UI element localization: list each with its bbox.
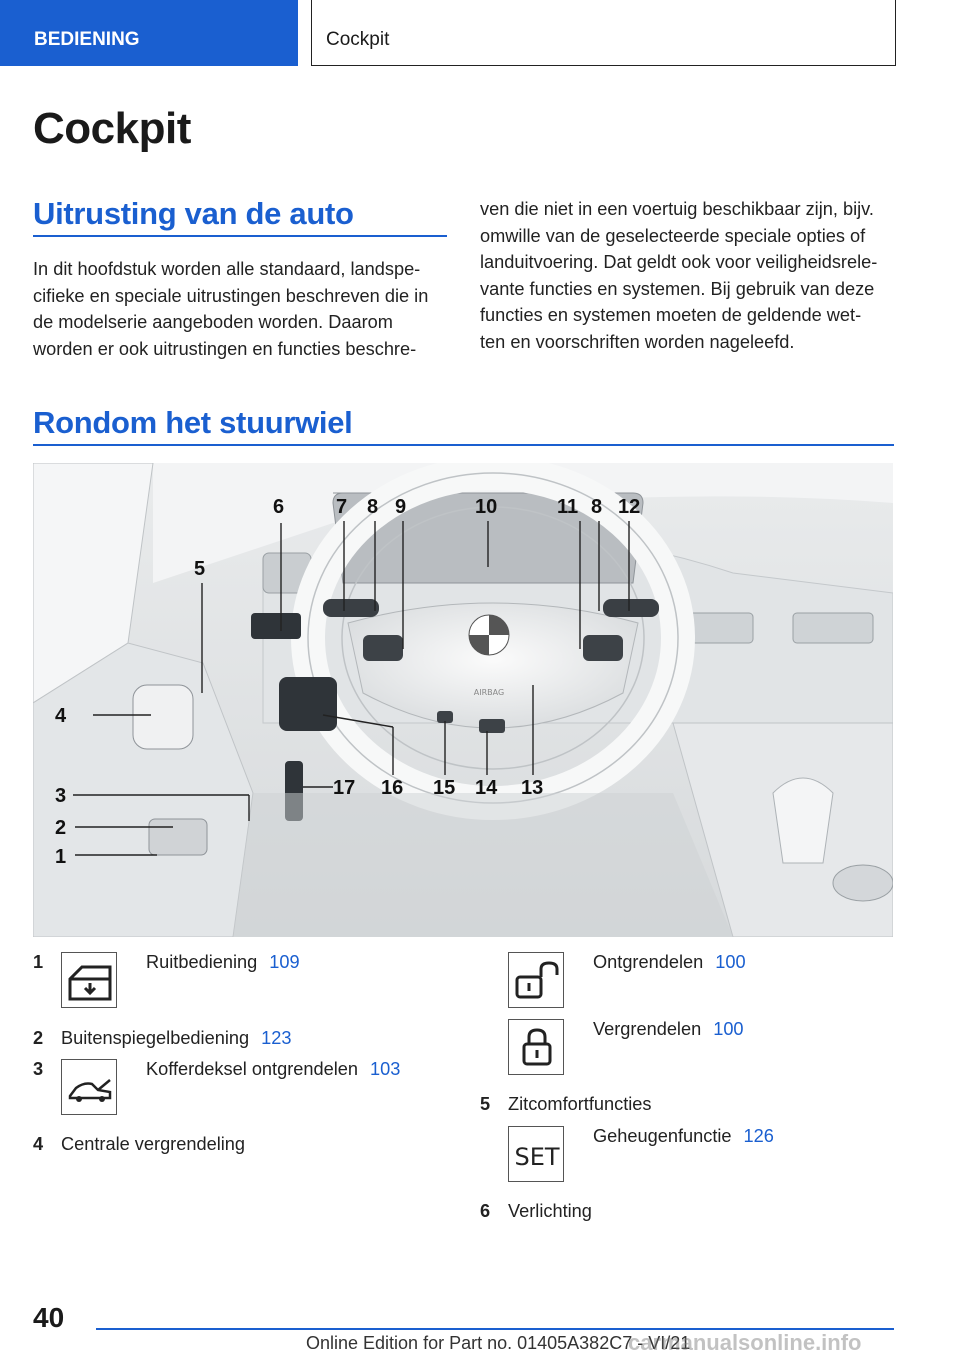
callout-2: 2 bbox=[55, 817, 67, 839]
window-control-icon bbox=[61, 952, 117, 1008]
callout-14: 14 bbox=[475, 777, 498, 799]
section-tab: BEDIENING bbox=[0, 0, 298, 66]
callout-8: 8 bbox=[367, 496, 379, 518]
text-line: de modelserie aangeboden worden. Daarom bbox=[33, 312, 393, 332]
callout-8b: 8 bbox=[591, 496, 603, 518]
legend-item-4-unlock bbox=[480, 952, 900, 1012]
lock-icon bbox=[508, 1019, 564, 1075]
callout-6: 6 bbox=[273, 496, 285, 518]
cockpit-illustration bbox=[33, 463, 893, 937]
intro-column-1 bbox=[33, 256, 453, 362]
callout-4: 4 bbox=[55, 705, 67, 727]
legend-item-5-memory bbox=[480, 1126, 900, 1186]
text-line: worden er ook uitrustingen en functies beschre- bbox=[33, 338, 417, 359]
legend-label: Buitenspiegelbediening bbox=[61, 1028, 250, 1048]
text-line: ven die niet in een voertuig beschikbaar zijn, bijv. bbox=[480, 199, 874, 219]
page-ref-link[interactable]: 123 bbox=[261, 1028, 292, 1048]
legend-label: Kofferdeksel ontgrendelen bbox=[146, 1059, 359, 1079]
legend-item-4 bbox=[33, 1134, 453, 1158]
callout-12: 12 bbox=[618, 496, 641, 518]
legend-label: Zitcomfortfuncties bbox=[508, 1094, 652, 1114]
page-ref-link[interactable]: 100 bbox=[713, 1019, 744, 1039]
trunk-open-icon bbox=[61, 1059, 117, 1115]
legend-number: 4 bbox=[33, 1134, 44, 1154]
page-ref-link[interactable]: 103 bbox=[370, 1059, 401, 1079]
legend-item-1 bbox=[33, 952, 453, 1012]
set-icon bbox=[508, 1126, 564, 1182]
text-line: In dit hoofdstuk worden alle standaard, landspe- bbox=[33, 259, 421, 279]
text-line: functies en systemen moeten de geldende wet- bbox=[480, 305, 862, 325]
callout-17: 17 bbox=[333, 777, 356, 799]
section-heading-equipment: Uitrusting van de auto bbox=[33, 196, 354, 231]
cockpit-drawing bbox=[33, 463, 893, 937]
chapter-tab: Cockpit bbox=[311, 0, 896, 66]
unlock-icon bbox=[508, 952, 564, 1008]
page-ref-link[interactable]: 126 bbox=[743, 1126, 774, 1146]
legend-number: 5 bbox=[480, 1094, 491, 1114]
legend-label: Vergrendelen bbox=[593, 1019, 702, 1039]
legend-item-2 bbox=[33, 1028, 453, 1052]
callout-9: 9 bbox=[395, 496, 407, 518]
legend-number: 3 bbox=[33, 1059, 44, 1079]
callout-11: 11 bbox=[557, 496, 579, 518]
section-rule bbox=[33, 444, 894, 446]
legend-item-3 bbox=[33, 1059, 453, 1119]
text-line: omwille van de geselecteerde speciale opties of bbox=[480, 225, 866, 246]
callout-16: 16 bbox=[381, 777, 404, 799]
text-line: landuitvoering. Dat geldt ook voor veiligheidsrele- bbox=[480, 252, 878, 272]
text-line: vante functies en systemen. Bij gebruik van deze bbox=[480, 278, 875, 299]
legend-label: Geheugenfunctie bbox=[593, 1126, 732, 1146]
legend-label: Centrale vergrendeling bbox=[61, 1134, 246, 1154]
callout-3: 3 bbox=[55, 785, 67, 807]
legend-number: 1 bbox=[33, 952, 44, 972]
callout-10: 10 bbox=[475, 496, 498, 518]
legend-item-6 bbox=[480, 1201, 900, 1225]
legend-label: Ontgrendelen bbox=[593, 952, 704, 972]
text-line: cifieke en speciale uitrustingen beschreven die in bbox=[33, 285, 429, 306]
legend-item-4-lock bbox=[480, 1019, 900, 1079]
edition-text: Online Edition for Part no. 01405A382C7 - VI/21 bbox=[306, 1333, 691, 1353]
set-icon-text: SET bbox=[514, 1143, 560, 1171]
page-title: Cockpit bbox=[33, 104, 191, 153]
callout-13: 13 bbox=[521, 777, 544, 799]
page-ref-link[interactable]: 109 bbox=[269, 952, 300, 972]
airbag-text: AIRBAG bbox=[473, 688, 505, 697]
page-number: 40 bbox=[33, 1302, 65, 1333]
intro-column-2 bbox=[480, 196, 900, 355]
callout-15: 15 bbox=[433, 777, 456, 799]
section-rule bbox=[33, 235, 447, 237]
callout-7: 7 bbox=[336, 496, 348, 518]
legend-number: 2 bbox=[33, 1028, 44, 1048]
legend-item-5 bbox=[480, 1094, 900, 1118]
callout-5: 5 bbox=[194, 558, 206, 580]
legend-label: Ruitbediening bbox=[146, 952, 258, 972]
page-ref-link[interactable]: 100 bbox=[715, 952, 746, 972]
text-line: ten en voorschriften worden nageleefd. bbox=[480, 331, 795, 352]
legend-label: Verlichting bbox=[508, 1201, 592, 1221]
legend-number: 6 bbox=[480, 1201, 491, 1221]
callout-1: 1 bbox=[55, 846, 67, 868]
section-heading-steering-wheel: Rondom het stuurwiel bbox=[33, 405, 353, 440]
watermark: carmanualsonline.info bbox=[628, 1330, 862, 1355]
